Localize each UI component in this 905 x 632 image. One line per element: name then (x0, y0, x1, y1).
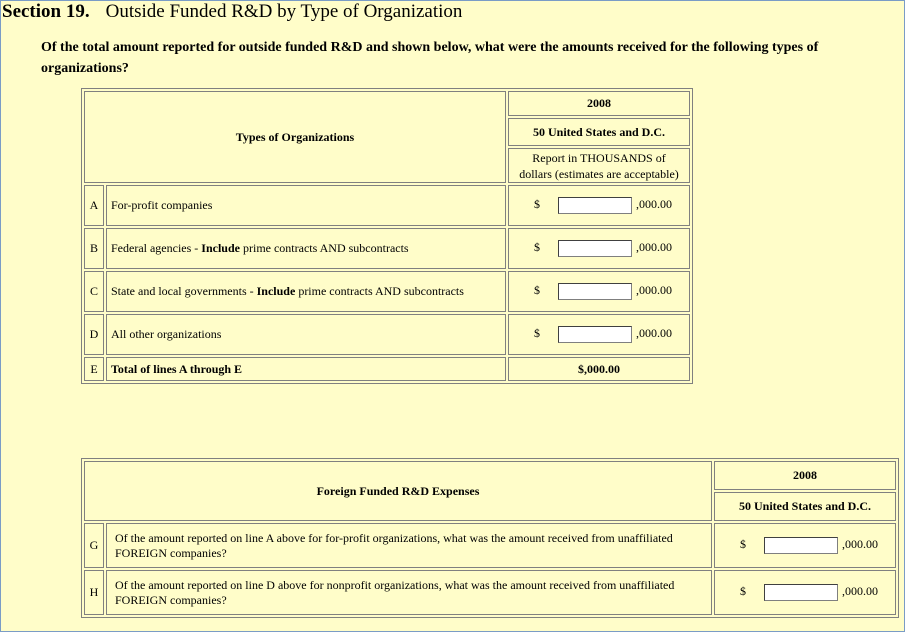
total-row (84, 357, 690, 381)
row-description (106, 314, 506, 355)
federal-agencies-input[interactable] (558, 240, 632, 257)
amount-cell (508, 271, 690, 312)
section-question: Of the total amount reported for outside funded R&D and shown below, what were the amounts received for the following types of organizations? (41, 40, 819, 76)
amount-cell (714, 570, 896, 615)
region-header: 50 United States and D.C. (508, 118, 690, 146)
amount-cell (714, 523, 896, 568)
table-row (84, 228, 690, 269)
amount-suffix: ,000.00 (636, 283, 672, 298)
table-row (84, 185, 690, 226)
row-description-rest: prime contracts AND subcontracts (239, 241, 409, 255)
amount-suffix: ,000.00 (842, 584, 878, 599)
amount-cell (508, 314, 690, 355)
amount-suffix: ,000.00 (636, 326, 672, 341)
year-header: 2008 (508, 91, 690, 116)
row-letter: H (84, 570, 104, 615)
row-description-text: For-profit companies (111, 198, 213, 212)
dollar-sign: $ (534, 283, 540, 298)
table-row (84, 523, 896, 568)
dollar-sign: $ (534, 326, 540, 341)
foreign-for-profit-input[interactable] (764, 537, 838, 554)
amount-cell (508, 185, 690, 226)
row-description (106, 271, 506, 312)
state-local-governments-input[interactable] (558, 283, 632, 300)
report-note (508, 148, 690, 183)
foreign-funded-header: Foreign Funded R&D Expenses (84, 461, 712, 521)
row-description-text: All other organizations (111, 327, 222, 341)
section-number: Section 19. (2, 1, 90, 22)
row-description (106, 185, 506, 226)
row-description-text: Of the amount reported on line A above for for-profit organizations, what was the amount received from unaffiliated FOREIGN companies? (115, 530, 673, 560)
row-letter: A (84, 185, 104, 226)
row-letter: C (84, 271, 104, 312)
amount-suffix: ,000.00 (842, 537, 878, 552)
row-description-text: Of the amount reported on line D above for nonprofit organizations, what was the amount received from unaffiliated FOREIGN companies? (115, 577, 675, 607)
report-note-text: Report in THOUSANDS of dollars (estimates are acceptable) (519, 150, 679, 181)
row-description (106, 228, 506, 269)
all-other-organizations-input[interactable] (558, 326, 632, 343)
row-description-emphasis: Include (201, 241, 240, 255)
dollar-sign: $ (534, 240, 540, 255)
row-letter: G (84, 523, 104, 568)
row-description-text: Federal agencies - (111, 241, 202, 255)
region-header: 50 United States and D.C. (714, 492, 896, 521)
row-description (106, 523, 712, 568)
table-row (84, 271, 690, 312)
amount-suffix: ,000.00 (636, 197, 672, 212)
total-value: $,000.00 (508, 357, 690, 381)
foreign-funded-table (81, 458, 899, 618)
section-header (2, 1, 462, 23)
dollar-sign: $ (740, 537, 746, 552)
row-description (106, 570, 712, 615)
row-description-emphasis: Include (256, 284, 296, 298)
organization-types-table (81, 88, 693, 384)
row-letter: B (84, 228, 104, 269)
row-description-rest: prime contracts AND subcontracts (295, 284, 464, 298)
amount-suffix: ,000.00 (636, 240, 672, 255)
row-letter: E (84, 357, 104, 381)
total-label: Total of lines A through E (106, 357, 506, 381)
row-letter: D (84, 314, 104, 355)
table-row (84, 570, 896, 615)
amount-cell (508, 228, 690, 269)
foreign-nonprofit-input[interactable] (764, 584, 838, 601)
year-header: 2008 (714, 461, 896, 490)
types-of-organizations-header: Types of Organizations (84, 91, 506, 183)
dollar-sign: $ (740, 584, 746, 599)
for-profit-companies-input[interactable] (558, 197, 632, 214)
dollar-sign: $ (534, 197, 540, 212)
row-description-text: State and local governments - (111, 284, 257, 298)
section-title: Outside Funded R&D by Type of Organization (105, 1, 463, 22)
table-row (84, 314, 690, 355)
